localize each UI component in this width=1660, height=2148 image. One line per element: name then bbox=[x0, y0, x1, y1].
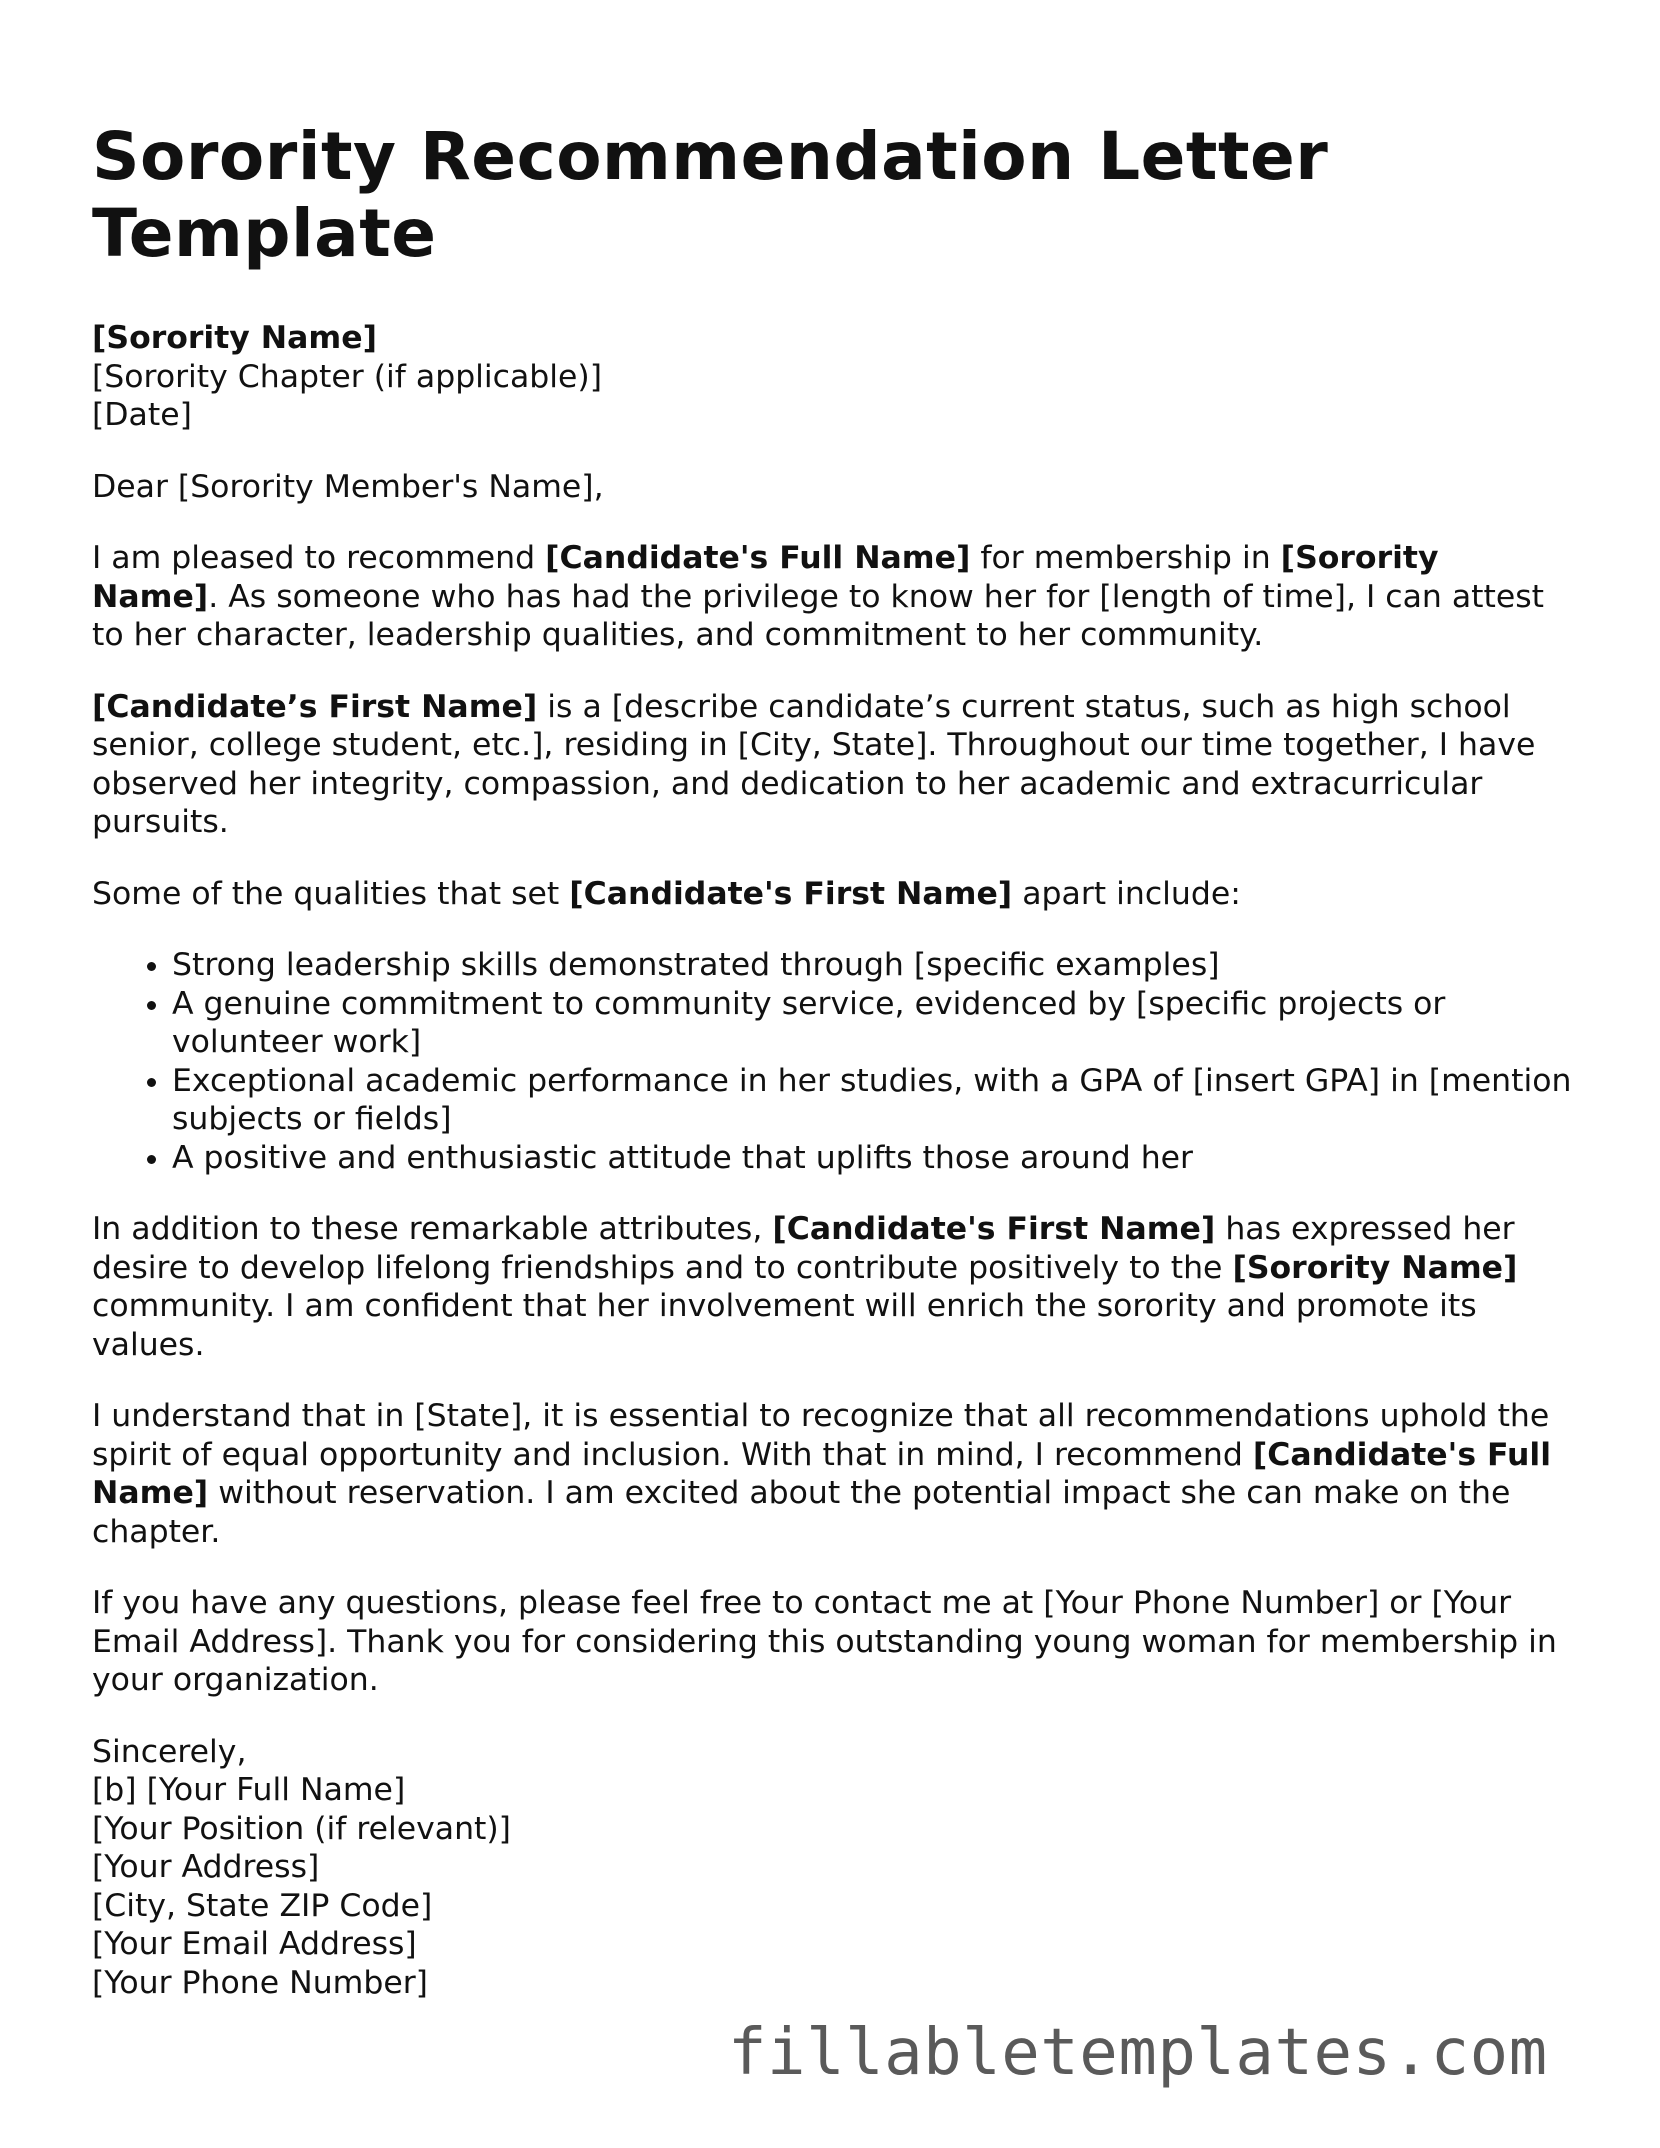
signer-position: [Your Position (if relevant)] bbox=[92, 1810, 511, 1847]
placeholder-bold: [Candidate's Full Name] bbox=[545, 540, 971, 576]
signer-name: [b] [Your Full Name] bbox=[92, 1772, 406, 1808]
text-span: community. I am confident that her involvement will enrich the sorority and promote its values. bbox=[92, 1288, 1477, 1363]
paragraph-status bbox=[92, 688, 1572, 842]
paragraph-qualities-intro bbox=[92, 875, 1572, 914]
letter-date: [Date] bbox=[92, 397, 192, 433]
signer-email: [Your Email Address] bbox=[92, 1926, 417, 1962]
letter-page bbox=[92, 118, 1572, 2035]
text-span: without reservation. I am excited about the potential impact she can make on the chapter. bbox=[92, 1475, 1511, 1550]
paragraph-intro bbox=[92, 539, 1572, 655]
paragraph-contact bbox=[92, 1584, 1572, 1700]
sorority-chapter: [Sorority Chapter (if applicable)] bbox=[92, 358, 603, 395]
text-span: In addition to these remarkable attributes, bbox=[92, 1211, 773, 1247]
list-item: • Exceptional academic performance in her studies, with a GPA of [insert GPA] in [mention subjects or fields] bbox=[172, 1062, 1572, 1139]
contact-text: If you have any questions, please feel free to contact me at [Your Phone Number] or [Your Email Address]. Thank you for considering this outstanding young woman for membership in your organization. bbox=[92, 1585, 1557, 1698]
qualities-list bbox=[92, 946, 1572, 1177]
paragraph-attributes bbox=[92, 1210, 1572, 1364]
placeholder-bold: [Candidate's First Name] bbox=[772, 1211, 1216, 1247]
placeholder-bold: [Sorority Name] bbox=[1232, 1249, 1518, 1286]
list-item: • A genuine commitment to community service, evidenced by [specific projects or volunteer work] bbox=[172, 985, 1572, 1062]
list-item: • A positive and enthusiastic attitude that uplifts those around her bbox=[172, 1139, 1572, 1178]
text-span: . As someone who has had the privilege to know her for [length of time], I can attest to her character, leadership qualities, and commitment to her community. bbox=[92, 578, 1545, 653]
signature-block bbox=[92, 1733, 1572, 2003]
salutation-text: Dear [Sorority Member's Name], bbox=[92, 468, 604, 505]
signer-city-state-zip: [City, State ZIP Code] bbox=[92, 1887, 433, 1924]
list-item: • Strong leadership skills demonstrated through [specific examples] bbox=[172, 946, 1572, 985]
watermark: fillabletemplates.com bbox=[728, 2016, 1548, 2090]
text-span: Some of the qualities that set bbox=[92, 875, 570, 912]
page-title: Sorority Recommendation Letter Template bbox=[92, 118, 1329, 272]
salutation bbox=[92, 468, 1572, 507]
text-span: has expressed her desire to develop lifelong friendships and to contribute positively to the bbox=[92, 1211, 1515, 1286]
placeholder-bold: [Candidate's Full Name] bbox=[92, 1436, 1552, 1511]
text-span: apart include: bbox=[1012, 875, 1241, 912]
sorority-name: [Sorority Name] bbox=[92, 320, 377, 356]
text-span: I understand that in [State], it is essential to recognize that all recommendations uphold the spirit of equal opportunity and inclusion. With that in mind, I recommend bbox=[92, 1398, 1550, 1473]
paragraph-recommendation bbox=[92, 1397, 1572, 1551]
signer-address: [Your Address] bbox=[92, 1849, 320, 1885]
placeholder-bold: [Sorority Name] bbox=[92, 540, 1439, 615]
placeholder-bold: [Candidate's First Name] bbox=[569, 875, 1013, 912]
letter-header bbox=[92, 319, 1572, 435]
text-span: for membership in bbox=[970, 540, 1281, 576]
text-span: is a [describe candidate’s current status, such as high school senior, college student, etc.], residing in [City, State]. Throughout our time together, I have observed her integrity, compassion, and dedication to her academic and extracurricular pursuits. bbox=[92, 688, 1536, 840]
placeholder-bold: [Candidate’s First Name] bbox=[92, 688, 538, 725]
sign-off: Sincerely, bbox=[92, 1733, 247, 1770]
text-span: I am pleased to recommend bbox=[92, 540, 546, 576]
signer-phone: [Your Phone Number] bbox=[92, 1964, 428, 2001]
